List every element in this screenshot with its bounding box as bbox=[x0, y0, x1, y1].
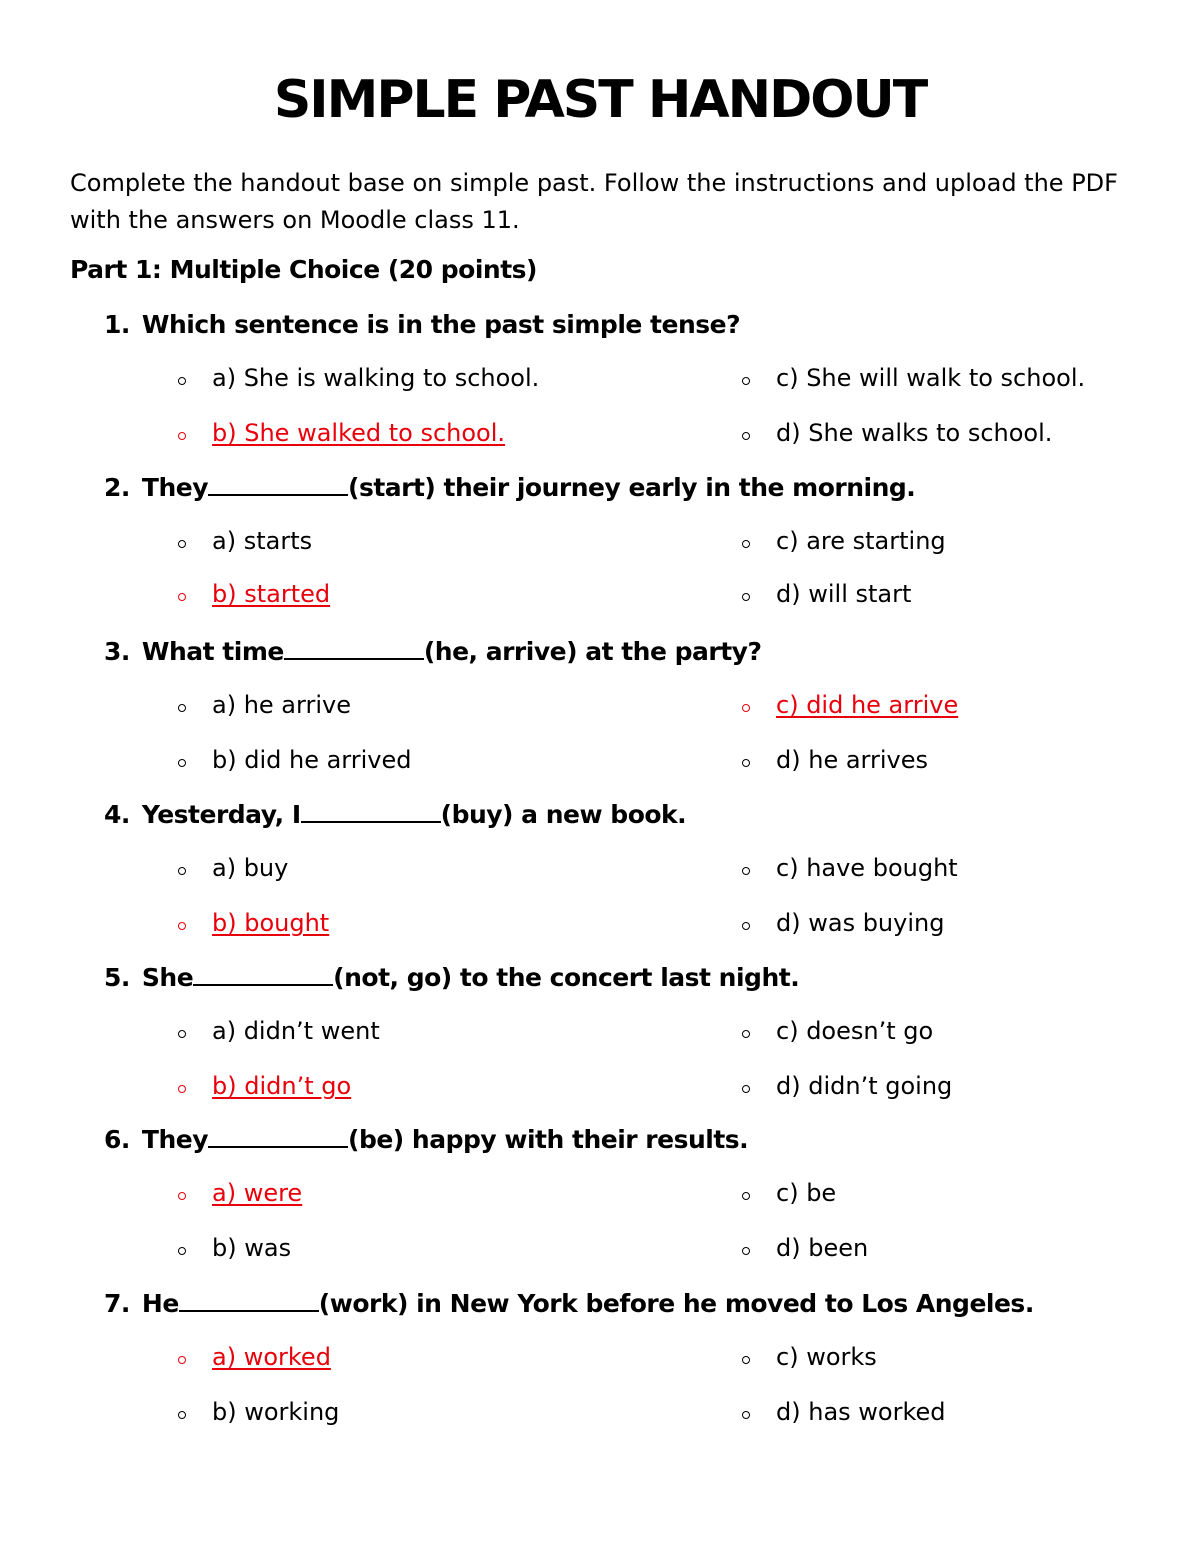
option-d[interactable] bbox=[742, 580, 911, 608]
option-text: b) bought bbox=[212, 909, 330, 937]
bullet-icon bbox=[742, 1247, 750, 1255]
question-prompt: Which sentence is in the past simple tense? bbox=[141, 310, 741, 339]
option-text: c) be bbox=[776, 1179, 837, 1207]
question-suffix: (not, go) to the concert last night. bbox=[333, 963, 800, 992]
bullet-icon bbox=[178, 704, 186, 712]
option-text: a) were bbox=[212, 1179, 303, 1207]
bullet-icon bbox=[178, 1411, 186, 1419]
bullet-icon bbox=[178, 432, 186, 440]
bullet-icon bbox=[742, 540, 750, 548]
question-prefix: He bbox=[141, 1289, 179, 1318]
question-prefix: They bbox=[141, 1125, 209, 1154]
option-d[interactable] bbox=[742, 909, 944, 937]
option-text: b) working bbox=[212, 1398, 340, 1426]
option-a[interactable] bbox=[178, 1179, 302, 1207]
option-b[interactable] bbox=[178, 1398, 339, 1426]
option-text: d) been bbox=[776, 1234, 869, 1262]
question-suffix: (he, arrive) at the party? bbox=[423, 637, 762, 666]
part-heading: Part 1: Multiple Choice (20 points) bbox=[70, 255, 537, 284]
option-b[interactable] bbox=[178, 746, 412, 774]
question-text bbox=[104, 963, 799, 992]
option-b[interactable] bbox=[178, 419, 505, 447]
option-a[interactable] bbox=[178, 691, 351, 719]
answer-blank[interactable] bbox=[208, 1145, 348, 1148]
bullet-icon bbox=[178, 593, 186, 601]
option-text: b) did he arrived bbox=[212, 746, 412, 774]
question-suffix: (work) in New York before he moved to Los Angeles. bbox=[318, 1289, 1034, 1318]
option-text: b) started bbox=[212, 580, 331, 608]
question-number: 4. bbox=[104, 800, 130, 829]
option-c[interactable] bbox=[742, 691, 958, 719]
option-text: c) She will walk to school. bbox=[776, 364, 1086, 392]
option-b[interactable] bbox=[178, 1234, 291, 1262]
option-d[interactable] bbox=[742, 1234, 868, 1262]
bullet-icon bbox=[742, 1030, 750, 1038]
bullet-icon bbox=[178, 1030, 186, 1038]
question-suffix: (be) happy with their results. bbox=[348, 1125, 749, 1154]
question-number: 5. bbox=[104, 963, 130, 992]
question-number: 3. bbox=[104, 637, 130, 666]
option-d[interactable] bbox=[742, 1072, 952, 1100]
option-text: a) buy bbox=[212, 854, 289, 882]
question-prefix: What time bbox=[141, 637, 284, 666]
bullet-icon bbox=[742, 593, 750, 601]
intro-text: Complete the handout base on simple past. Follow the instructions and upload the PDF with the answers on Moodle class 11. bbox=[70, 169, 1118, 234]
question-prefix: Yesterday, I bbox=[141, 800, 301, 829]
bullet-icon bbox=[178, 1356, 186, 1364]
option-c[interactable] bbox=[742, 1179, 836, 1207]
option-a[interactable] bbox=[178, 527, 312, 555]
bullet-icon bbox=[742, 1411, 750, 1419]
question-text bbox=[104, 1289, 1034, 1318]
option-d[interactable] bbox=[742, 1398, 946, 1426]
option-text: d) will start bbox=[776, 580, 912, 608]
option-text: b) didn’t go bbox=[212, 1072, 352, 1100]
bullet-icon bbox=[178, 1192, 186, 1200]
question-suffix: (buy) a new book. bbox=[440, 800, 687, 829]
question-number: 7. bbox=[104, 1289, 130, 1318]
bullet-icon bbox=[742, 1192, 750, 1200]
question-text bbox=[104, 310, 740, 339]
option-c[interactable] bbox=[742, 364, 1085, 392]
question-number: 1. bbox=[104, 310, 130, 339]
option-text: d) has worked bbox=[776, 1398, 946, 1426]
option-text: d) he arrives bbox=[776, 746, 928, 774]
question-text bbox=[104, 637, 761, 666]
question-text bbox=[104, 1125, 748, 1154]
bullet-icon bbox=[742, 922, 750, 930]
option-c[interactable] bbox=[742, 1343, 877, 1371]
bullet-icon bbox=[742, 1085, 750, 1093]
option-text: d) She walks to school. bbox=[776, 419, 1053, 447]
option-a[interactable] bbox=[178, 1017, 380, 1045]
bullet-icon bbox=[742, 1356, 750, 1364]
option-text: d) was buying bbox=[776, 909, 945, 937]
answer-blank[interactable] bbox=[284, 657, 424, 660]
question-number: 2. bbox=[104, 473, 130, 502]
option-b[interactable] bbox=[178, 909, 329, 937]
bullet-icon bbox=[742, 432, 750, 440]
bullet-icon bbox=[178, 867, 186, 875]
bullet-icon bbox=[742, 377, 750, 385]
answer-blank[interactable] bbox=[179, 1309, 319, 1312]
option-c[interactable] bbox=[742, 527, 946, 555]
option-text: a) starts bbox=[212, 527, 313, 555]
bullet-icon bbox=[742, 867, 750, 875]
option-text: b) was bbox=[212, 1234, 292, 1262]
option-text: a) She is walking to school. bbox=[212, 364, 540, 392]
bullet-icon bbox=[178, 377, 186, 385]
option-text: c) doesn’t go bbox=[776, 1017, 934, 1045]
question-text bbox=[104, 800, 686, 829]
option-text: c) have bought bbox=[776, 854, 958, 882]
bullet-icon bbox=[742, 704, 750, 712]
answer-blank[interactable] bbox=[301, 820, 441, 823]
option-a[interactable] bbox=[178, 1343, 331, 1371]
option-text: c) did he arrive bbox=[776, 691, 959, 719]
option-d[interactable] bbox=[742, 419, 1052, 447]
option-a[interactable] bbox=[178, 854, 288, 882]
option-c[interactable] bbox=[742, 854, 958, 882]
option-b[interactable] bbox=[178, 580, 330, 608]
bullet-icon bbox=[178, 540, 186, 548]
option-d[interactable] bbox=[742, 746, 928, 774]
answer-blank[interactable] bbox=[193, 983, 333, 986]
bullet-icon bbox=[178, 1247, 186, 1255]
page-title: SIMPLE PAST HANDOUT bbox=[273, 70, 927, 130]
answer-blank[interactable] bbox=[208, 493, 348, 496]
bullet-icon bbox=[742, 759, 750, 767]
option-text: a) didn’t went bbox=[212, 1017, 380, 1045]
option-text: a) he arrive bbox=[212, 691, 351, 719]
bullet-icon bbox=[178, 1085, 186, 1093]
question-prefix: They bbox=[141, 473, 209, 502]
option-c[interactable] bbox=[742, 1017, 933, 1045]
option-text: c) works bbox=[776, 1343, 877, 1371]
option-text: a) worked bbox=[212, 1343, 331, 1371]
bullet-icon bbox=[178, 922, 186, 930]
bullet-icon bbox=[178, 759, 186, 767]
option-a[interactable] bbox=[178, 364, 539, 392]
option-text: c) are starting bbox=[776, 527, 946, 555]
option-text: b) She walked to school. bbox=[212, 419, 506, 447]
question-number: 6. bbox=[104, 1125, 130, 1154]
option-text: d) didn’t going bbox=[776, 1072, 953, 1100]
question-prefix: She bbox=[141, 963, 194, 992]
question-text bbox=[104, 473, 915, 502]
question-suffix: (start) their journey early in the morning. bbox=[348, 473, 916, 502]
option-b[interactable] bbox=[178, 1072, 351, 1100]
